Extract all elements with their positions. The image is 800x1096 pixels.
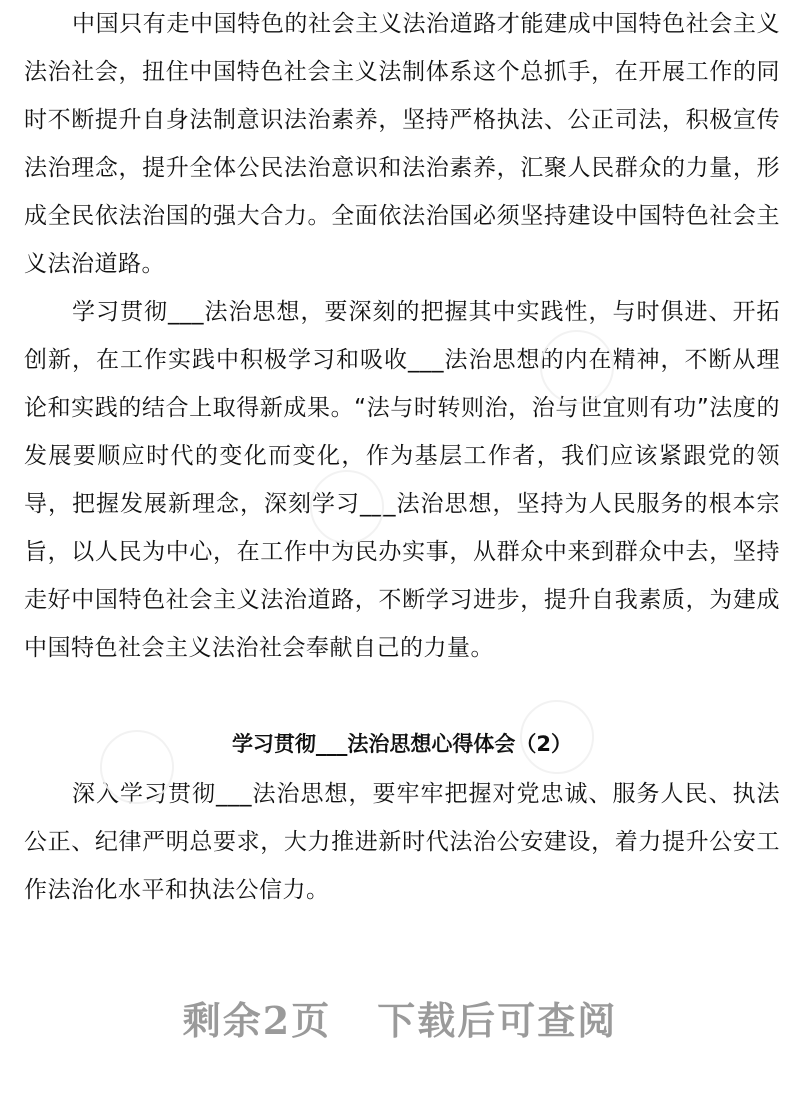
paragraph-3: 深入学习贯彻___法治思想，要牢牢把握对党忠诚、服务人民、执法公正、纪律严明总要求，大力推进新时代法治公安建设，着力提升公安工作法治化水平和执法公信力。 — [24, 781, 780, 903]
download-hint-text: 下载后可查阅 — [377, 998, 618, 1043]
paragraph-2: 学习贯彻___法治思想，要深刻的把握其中实践性，与时俱进、开拓创新，在工作实践中积极学习和吸收___法治思想的内在精神，不断从理论和实践的结合上取得新成果。“法与时转则治，治与世宜则有功”法度的发展要顺应时代的变化而变化，作为基层工作者，我们应该紧跟党的领导，把握发展新理念，深刻学习___法治思想，坚持为人民服务的根本宗旨，以人民为中心，在工作中为民办实事，从群众中来到群众中去，坚持走好中国特色社会主义法治道路，不断学习进步，提升自我素质，为建成中国特色社会主义法治社会奉献自己的力量。 — [24, 299, 780, 661]
section-heading: 学习贯彻___法治思想心得体会（2） — [231, 732, 573, 756]
remaining-pages-text: 剩余2页 — [182, 998, 332, 1043]
paragraph-1: 中国只有走中国特色的社会主义法治道路才能建成中国特色社会主义法治社会，扭住中国特色社会主义法制体系这个总抓手，在开展工作的同时不断提升自身法制意识法治素养，坚持严格执法、公正司法，积极宣传法治理念，提升全体公民法治意识和法治素养，汇聚人民群众的力量，形成全民依法治国的强大合力。全面依法治国必须坚持建设中国特色社会主义法治道路。 — [24, 11, 780, 277]
download-banner[interactable] — [0, 990, 800, 1045]
